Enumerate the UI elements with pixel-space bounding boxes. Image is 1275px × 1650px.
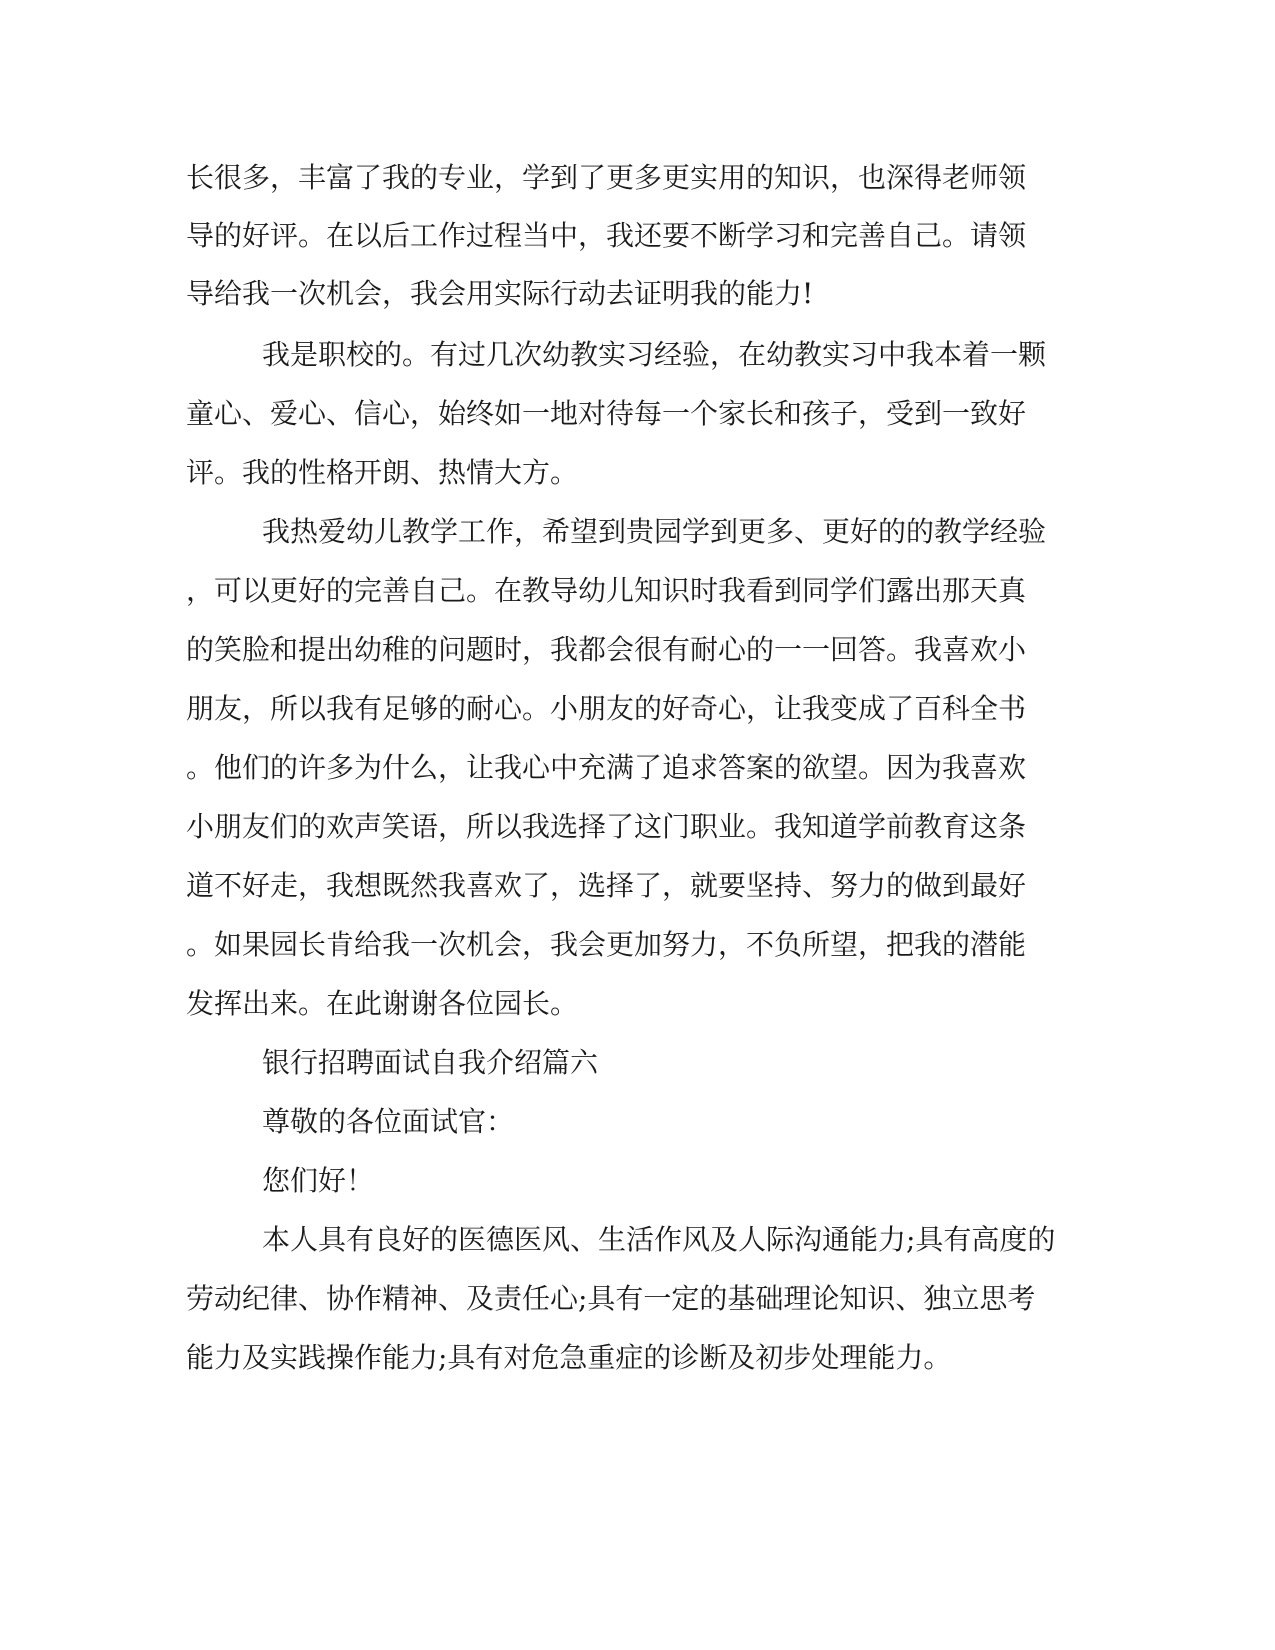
paragraph-line: 评。我的性格开朗、热情大方。: [186, 456, 579, 489]
paragraph-line: 道不好走，我想既然我喜欢了，选择了，就要坚持、努力的做到最好: [186, 869, 1027, 902]
paragraph-line: 能力及实践操作能力;具有对危急重症的诊断及初步处理能力。: [186, 1341, 952, 1374]
paragraph-line: 朋友，所以我有足够的耐心。小朋友的好奇心，让我变成了百科全书: [186, 692, 1027, 725]
paragraph-line: 的笑脸和提出幼稚的问题时，我都会很有耐心的一一回答。我喜欢小: [186, 633, 1027, 666]
paragraph-line: 导的好评。在以后工作过程当中，我还要不断学习和完善自己。请领: [186, 219, 1027, 252]
paragraph-line: 本人具有良好的医德医风、生活作风及人际沟通能力;具有高度的: [262, 1223, 1056, 1256]
paragraph-line: 导给我一次机会，我会用实际行动去证明我的能力!: [186, 277, 814, 310]
paragraph-line: 。如果园长肯给我一次机会，我会更加努力，不负所望，把我的潜能: [186, 928, 1027, 961]
paragraph-line: 小朋友们的欢声笑语，所以我选择了这门职业。我知道学前教育这条: [186, 810, 1027, 843]
paragraph-line: 童心、爱心、信心，始终如一地对待每一个家长和孩子，受到一致好: [186, 397, 1027, 430]
paragraph-line: 我热爱幼儿教学工作，希望到贵园学到更多、更好的的教学经验: [262, 515, 1047, 548]
paragraph-line: 。他们的许多为什么，让我心中充满了追求答案的欲望。因为我喜欢: [186, 751, 1027, 784]
section-heading: 银行招聘面试自我介绍篇六: [262, 1046, 599, 1079]
salutation: 尊敬的各位面试官：: [262, 1105, 515, 1138]
paragraph-line: 我是职校的。有过几次幼教实习经验，在幼教实习中我本着一颗: [262, 338, 1047, 371]
paragraph-line: ，可以更好的完善自己。在教导幼儿知识时我看到同学们露出那天真: [186, 574, 1027, 607]
paragraph-line: 劳动纪律、协作精神、及责任心;具有一定的基础理论知识、独立思考: [186, 1282, 1036, 1315]
paragraph-line: 发挥出来。在此谢谢各位园长。: [186, 987, 579, 1020]
paragraph-line: 长很多，丰富了我的专业，学到了更多更实用的知识，也深得老师领: [186, 161, 1027, 194]
greeting: 您们好！: [262, 1164, 375, 1197]
